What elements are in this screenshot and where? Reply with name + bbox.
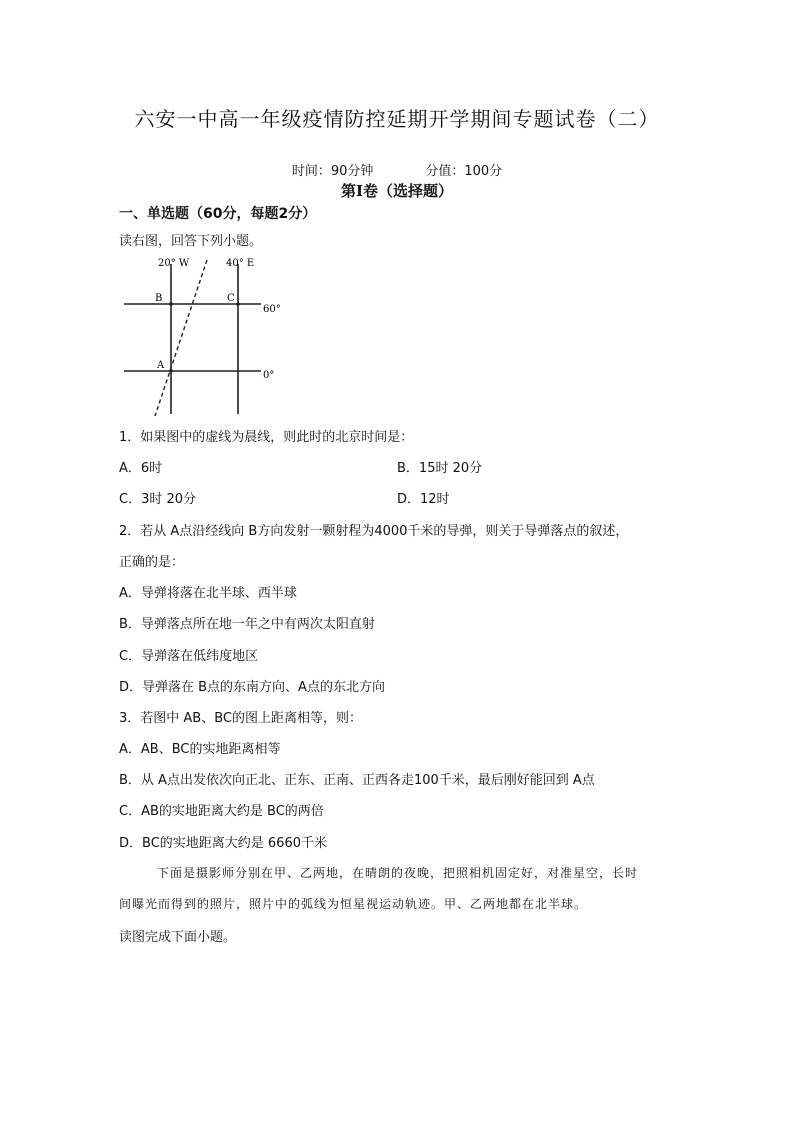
intro-text-2: 读图完成下面小题。 bbox=[119, 930, 237, 945]
exam-title: 六安一中高一年级疫情防控延期开学期间专题试卷（二） bbox=[134, 107, 660, 131]
point-c-marker bbox=[236, 302, 240, 306]
question-3-stem: 3．若图中 AB、BC的图上距离相等，则： bbox=[119, 711, 362, 726]
question-3-option-c: C．AB的实地距离大约是 BC的两倍 bbox=[119, 804, 324, 819]
question-2-option-d: D．导弹落在 B点的东南方向、A点的东北方向 bbox=[119, 680, 385, 695]
exam-meta bbox=[0, 160, 794, 179]
label-40e: 40° E bbox=[226, 258, 255, 269]
question-1-option-b: B．15时 20分 bbox=[397, 461, 483, 476]
lat-lon-figure bbox=[118, 252, 288, 418]
question-1-option-d: D．12时 bbox=[397, 492, 450, 507]
question-1-stem: 1．如果图中的虚线为晨线，则此时的北京时间是： bbox=[119, 430, 414, 445]
label-c: C bbox=[227, 293, 235, 304]
question-3-option-d: D．BC的实地距离大约是 6660千米 bbox=[119, 836, 327, 851]
part-heading: 第Ⅰ卷（选择题） bbox=[340, 182, 454, 200]
passage-line-1: 下面是摄影师分别在甲、乙两地，在晴朗的夜晚，把照相机固定好，对准星空，长时 bbox=[157, 866, 639, 880]
label-b: B bbox=[155, 293, 163, 304]
question-2-option-a: A．导弹将落在北半球、西半球 bbox=[119, 586, 297, 601]
label-lat0: 0° bbox=[263, 370, 275, 381]
label-a: A bbox=[157, 360, 165, 371]
point-b-marker bbox=[169, 302, 173, 306]
passage-line-2: 间曝光而得到的照片，照片中的弧线为恒星视运动轨迹。甲、乙两地都在北半球。 bbox=[119, 897, 588, 911]
question-1-option-a: A．6时 bbox=[119, 461, 163, 476]
question-2-stem-line2: 正确的是： bbox=[119, 555, 185, 570]
question-3-option-a: A．AB、BC的实地距离相等 bbox=[119, 742, 281, 757]
question-2-stem-line1: 2．若从 A点沿经线向 B方向发射一颗射程为4000千米的导弹，则关于导弹落点的叙述， bbox=[119, 524, 629, 539]
dawn-line bbox=[155, 260, 207, 416]
label-lat60: 60° bbox=[263, 304, 281, 315]
exam-score: 分值：100分 bbox=[425, 164, 503, 179]
section-heading: 一、单选题（60分，每题2分） bbox=[119, 206, 317, 222]
intro-text: 读右图，回答下列小题。 bbox=[119, 234, 263, 249]
point-a-marker bbox=[169, 369, 173, 373]
question-2-option-b: B．导弹落点所在地一年之中有两次太阳直射 bbox=[119, 617, 375, 632]
question-1-option-c: C．3时 20分 bbox=[119, 492, 197, 507]
label-20w: 20° W bbox=[158, 258, 190, 269]
question-2-option-c: C．导弹落在低纬度地区 bbox=[119, 649, 259, 664]
exam-time: 时间：90分钟 bbox=[291, 164, 374, 179]
question-3-option-b: B．从 A点出发依次向正北、正东、正南、正西各走100千米，最后刚好能回到 A点 bbox=[119, 773, 595, 788]
